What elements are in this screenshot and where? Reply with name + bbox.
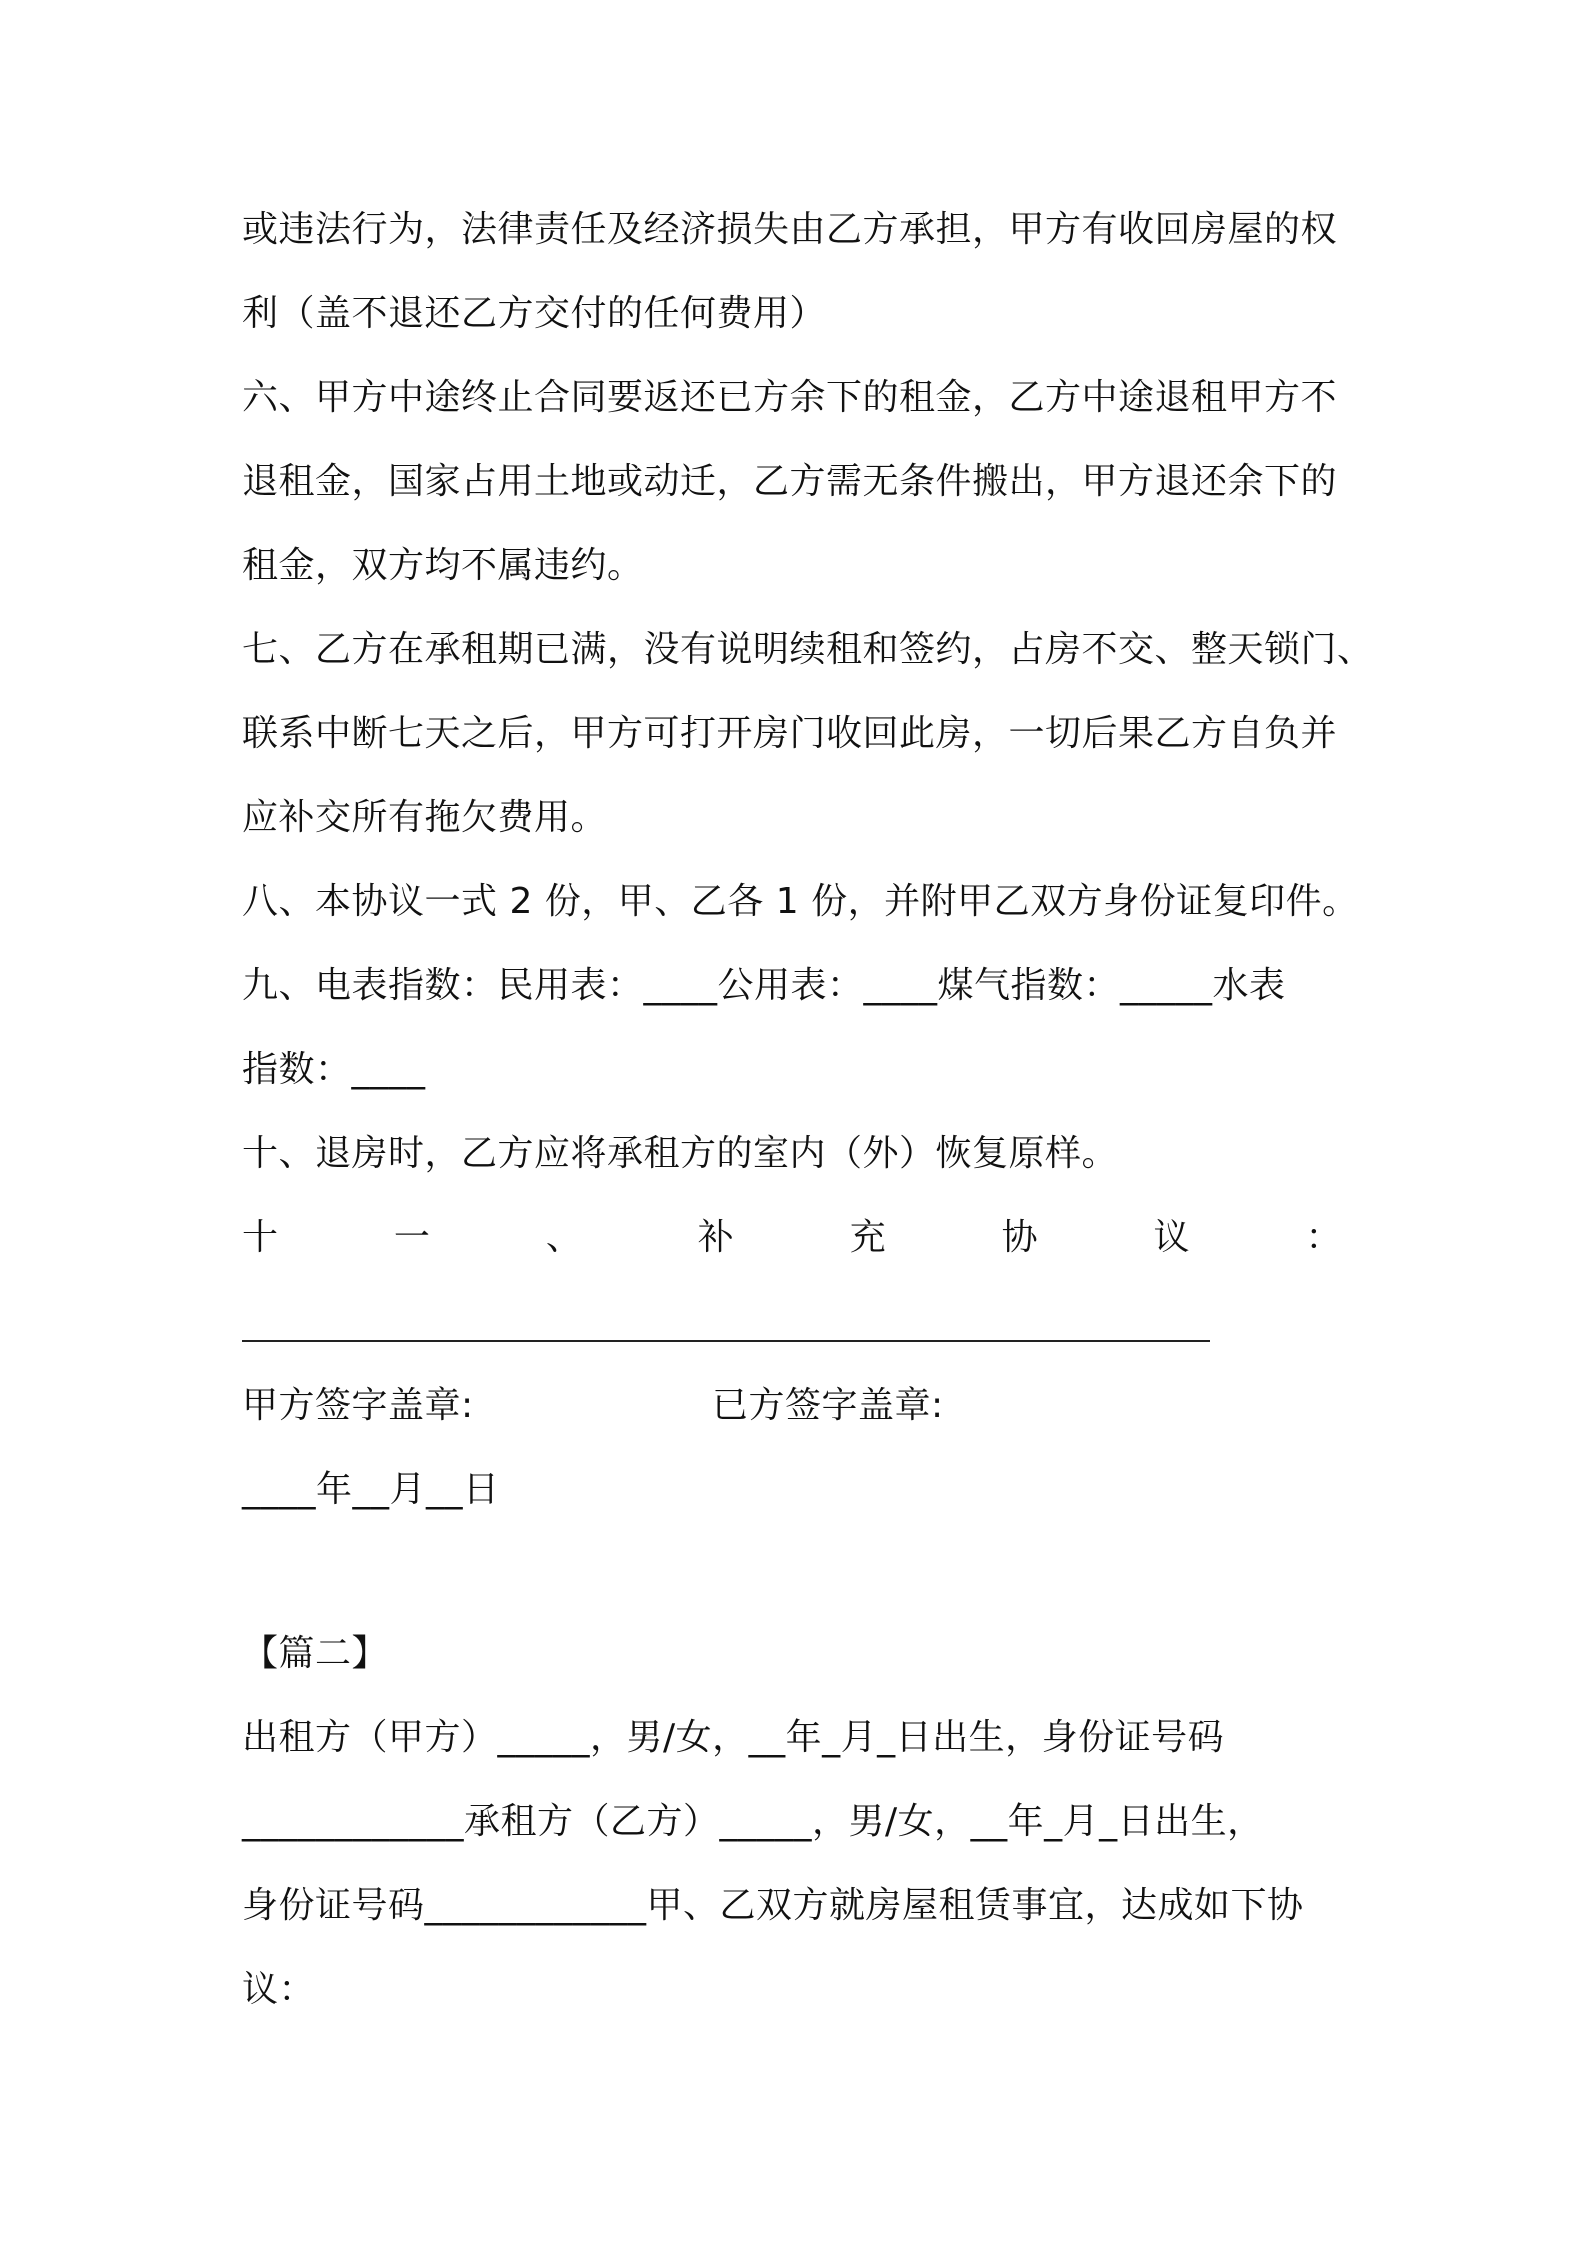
section2-line: ____________承租方（乙方）_____，男/女，__年_月_日出生， xyxy=(242,1801,1264,1842)
heading-char: 补 xyxy=(697,1217,735,1258)
heading-char: 协 xyxy=(1001,1217,1039,1258)
signature-row xyxy=(242,1382,1358,1430)
clause-nine-line: 九、电表指数：民用表：____公用表：____煤气指数：_____水表 xyxy=(242,965,1286,1006)
supplement-blank-line xyxy=(242,1340,1210,1342)
paragraph-line: 退租金，国家占用土地或动迁，乙方需无条件搬出，甲方退还余下的 xyxy=(242,461,1338,502)
section2-line: 出租方（甲方）_____，男/女，__年_月_日出生，身份证号码 xyxy=(242,1717,1225,1758)
signature-party-a: 甲方签字盖章: xyxy=(242,1385,474,1426)
heading-char: ： xyxy=(1305,1217,1342,1258)
heading-char: 议 xyxy=(1153,1217,1191,1258)
clause-seven-line: 七、乙方在承租期已满，没有说明续租和签约，占房不交、整天锁门、 xyxy=(242,629,1374,670)
heading-char: 、 xyxy=(545,1217,583,1258)
section2-line: 议： xyxy=(242,1969,316,2010)
paragraph-line: 或违法行为，法律责任及经济损失由乙方承担，甲方有收回房屋的权 xyxy=(242,209,1338,250)
signature-party-b: 已方签字盖章: xyxy=(712,1385,944,1426)
paragraph-line: 指数：____ xyxy=(242,1049,426,1090)
paragraph-line: 联系中断七天之后，甲方可打开房门收回此房，一切后果乙方自负并 xyxy=(242,713,1338,754)
clause-eleven-heading xyxy=(242,1214,1342,1262)
clause-ten-line: 十、退房时，乙方应将承租方的室内（外）恢复原样。 xyxy=(242,1133,1119,1174)
heading-char: 一 xyxy=(393,1217,431,1258)
heading-char: 十 xyxy=(242,1217,279,1258)
section2-line: 身份证号码____________甲、乙双方就房屋租赁事宜，达成如下协 xyxy=(242,1885,1304,1926)
paragraph-line: 利（盖不退还乙方交付的任何费用） xyxy=(242,293,827,334)
date-line: ____年__月__日 xyxy=(242,1469,500,1510)
paragraph-line: 应补交所有拖欠费用。 xyxy=(242,797,608,838)
clause-six-line: 六、甲方中途终止合同要返还已方余下的租金，乙方中途退租甲方不 xyxy=(242,377,1338,418)
clause-eight-line: 八、本协议一式 2 份，甲、乙各 1 份，并附甲乙双方身份证复印件。 xyxy=(242,881,1359,922)
section-heading: 【篇二】 xyxy=(242,1633,389,1674)
paragraph-line: 租金，双方均不属违约。 xyxy=(242,545,644,586)
heading-char: 充 xyxy=(849,1217,887,1258)
